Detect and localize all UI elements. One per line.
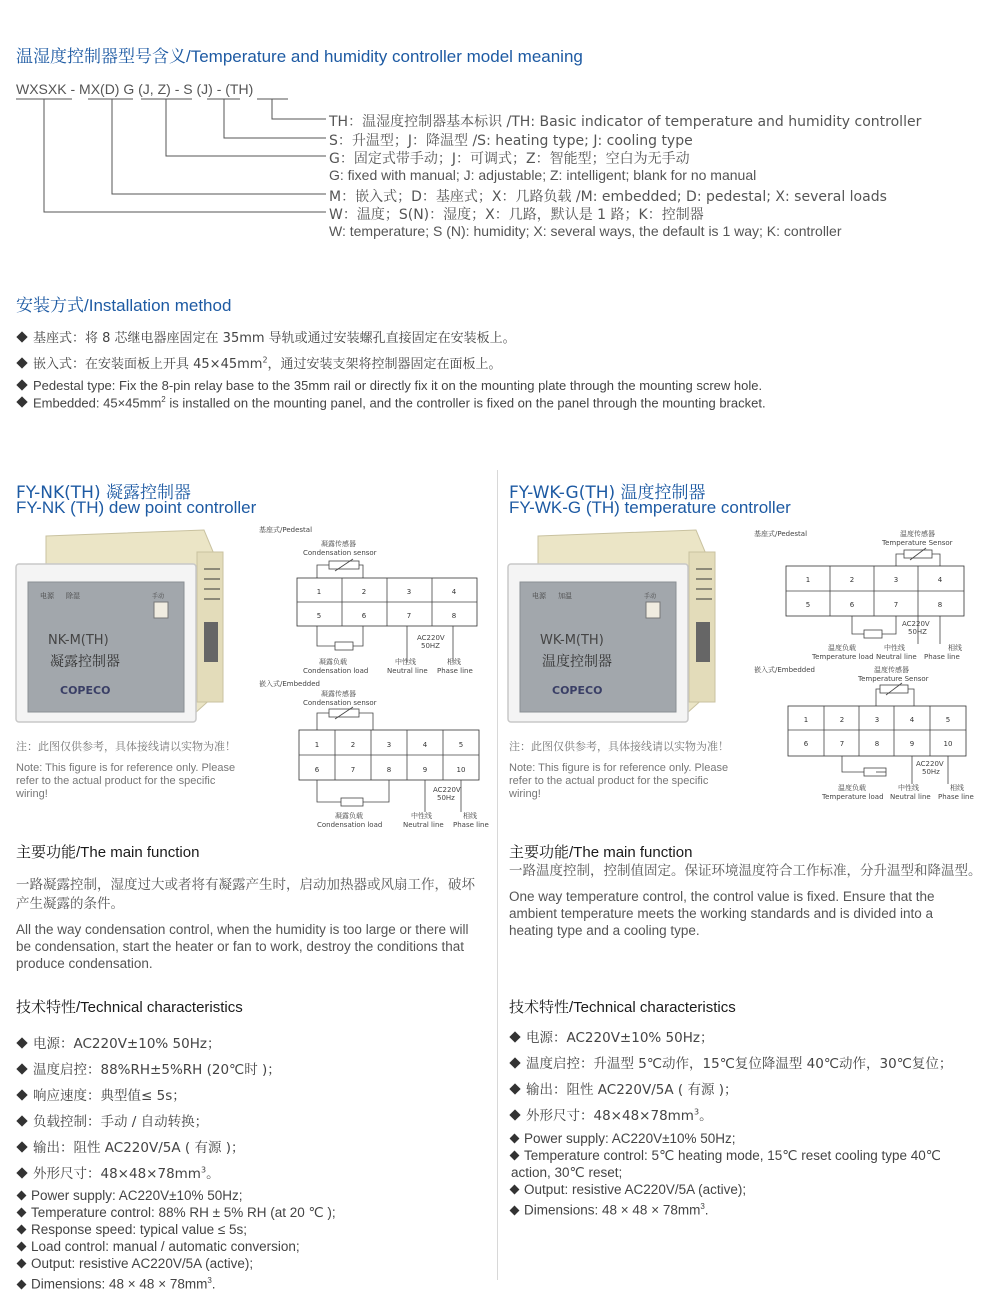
left-emb-t1: 1 <box>314 741 320 749</box>
left-phase-cn: 相线 <box>447 658 461 666</box>
right-tech-en-1 <box>511 1130 981 1147</box>
left-neutral-en: Neutral line <box>387 667 428 675</box>
left-title-1: FY-NK(TH) 凝露控制器 <box>16 483 191 503</box>
install-cn-1-text: 基座式：将 8 芯继电器座固定在 35mm 导轨或通过安装螺孔直接固定在安装板上。 <box>33 331 516 346</box>
right-panel-power: 电源 <box>532 592 546 600</box>
left-tech-cn-2 <box>18 1058 281 1078</box>
code-part-dash-2: - <box>174 81 180 97</box>
diamond-bullet-icon <box>17 1242 27 1252</box>
right-note-en: Note: This figure is for reference only. Please refer to the actual product for the specific wiring! <box>509 762 729 800</box>
model-line-g-cn: G：固定式带手动；J：可调式；Z：智能型；空白为无手动 <box>329 151 690 167</box>
left-panel-manual: 手动 <box>152 593 165 600</box>
right-panel-manual: 手动 <box>644 593 657 600</box>
left-tech-heading-en: /Technical characteristics <box>76 999 243 1016</box>
right-tech-en-3-text: Output: resistive AC220V/5A (active); <box>524 1182 747 1197</box>
install-en-1 <box>18 378 762 393</box>
left-emb-neutral-en: Neutral line <box>403 821 444 829</box>
left-title-2: FY-NK (TH) dew point controller <box>16 498 257 517</box>
right-ped-t6: 6 <box>849 601 855 609</box>
diamond-bullet-icon <box>17 1279 27 1289</box>
left-tech-en-2 <box>18 1204 488 1221</box>
diamond-bullet-icon <box>17 1208 27 1218</box>
right-tech-cn-4-sup: 3 <box>693 1107 700 1117</box>
diamond-bullet-icon <box>16 331 27 342</box>
left-neutral-cn: 中性线 <box>395 658 416 666</box>
right-ac-label-2: 50HZ <box>908 628 927 636</box>
right-emb-t6: 6 <box>803 740 809 748</box>
right-ped-t8: 8 <box>937 601 943 609</box>
left-tech-en-1-text: Power supply: AC220V±10% 50Hz; <box>31 1188 243 1203</box>
left-tech-en-6-post: . <box>211 1276 216 1292</box>
left-emb-phase-cn: 相线 <box>463 812 477 820</box>
left-ped-t5: 5 <box>316 612 322 620</box>
diamond-bullet-icon <box>16 1141 27 1152</box>
left-tech-cn-6-text: 外形尺寸：48×48×78mm <box>33 1166 201 1182</box>
right-product-image <box>506 524 738 724</box>
left-emb-t3: 3 <box>386 741 392 749</box>
left-load-cn: 凝露负载 <box>319 658 347 666</box>
right-emb-neutral-cn: 中性线 <box>898 784 919 792</box>
left-tech-en-3 <box>18 1221 488 1238</box>
install-en-2 <box>18 395 766 410</box>
left-emb-t6: 6 <box>314 766 320 774</box>
left-manual-button <box>154 602 168 618</box>
diamond-bullet-icon <box>510 1151 520 1161</box>
right-tech-en-2-text: Temperature control: 5℃ heating mode, 15℃ reset cooling type 40℃ action, 30℃ reset; <box>511 1148 941 1180</box>
code-part-wxsxk: WXSXK <box>16 81 67 97</box>
diamond-bullet-icon <box>16 397 27 408</box>
left-emb-t7: 7 <box>350 766 356 774</box>
right-emb-t8: 8 <box>874 740 880 748</box>
model-line-w-en: W: temperature; S (N): humidity; X: several ways, the default is 1 way; K: controller <box>329 223 842 239</box>
right-load-cn: 温度负载 <box>828 644 856 652</box>
model-line-w-cn: W：温度；S(N)：湿度；X：几路，默认是 1 路；K：控制器 <box>329 207 704 223</box>
code-part-dash-1: - <box>70 81 76 97</box>
right-neutral-en: Neutral line <box>876 653 917 661</box>
diamond-bullet-icon <box>509 1083 520 1094</box>
right-emb-phase-en: Phase line <box>938 793 974 801</box>
model-line-g-en: G: fixed with manual; J: adjustable; Z: intelligent; blank for no manual <box>329 167 757 183</box>
right-tech-cn-2-text: 温度启控：升温型 5℃动作，15℃复位降温型 40℃动作，30℃复位； <box>526 1056 953 1072</box>
right-emb-t3: 3 <box>874 716 880 724</box>
right-phase-en: Phase line <box>924 653 960 661</box>
left-main-heading <box>16 841 199 862</box>
install-en-1-text: Pedestal type: Fix the 8-pin relay base to the 35mm rail or directly fix it on the mounting plate through the mounting screw hole. <box>33 378 763 393</box>
install-cn-2-text: 嵌入式：在安装面板上开具 45×45mm <box>33 357 263 372</box>
right-tech-en-1-text: Power supply: AC220V±10% 50Hz; <box>524 1131 736 1146</box>
code-part-dash-3: - <box>216 81 222 97</box>
install-cn-2-post: ，通过安装支架将控制器固定在面板上。 <box>267 357 502 372</box>
right-emb-load-cn: 温度负载 <box>838 784 866 792</box>
right-tech-cn-1 <box>511 1026 713 1046</box>
installation-heading-en: /Installation method <box>84 296 232 315</box>
right-embedded-label: 嵌入式/Embedded <box>754 666 815 674</box>
left-tech-cn-1-text: 电源：AC220V±10% 50Hz； <box>33 1036 221 1052</box>
right-phase-cn: 相线 <box>948 644 962 652</box>
left-panel-mode: 除湿 <box>66 592 80 600</box>
installation-heading-cn: 安装方式 <box>16 296 84 316</box>
column-divider <box>497 470 498 1280</box>
left-ped-t8: 8 <box>451 612 457 620</box>
left-tech-cn-6-sup: 3 <box>200 1165 207 1175</box>
code-part-mxd: MX(D) <box>79 81 120 97</box>
right-emb-t9: 9 <box>909 740 915 748</box>
left-ac2-label-2: 50Hz <box>437 794 455 802</box>
code-part-gjz: G (J, Z) <box>123 81 171 97</box>
right-tech-en-2 <box>511 1147 981 1181</box>
right-tech-en-4-sup: 3 <box>700 1202 705 1211</box>
right-emb-load-en: Temperature load <box>822 793 884 801</box>
left-ped-t7: 7 <box>406 612 412 620</box>
model-heading-en: /Temperature and humidity controller model meaning <box>186 47 583 66</box>
left-note-cn: 注：此图仅供参考，具体接线请以实物为准！ <box>16 740 236 753</box>
left-tech-cn-5 <box>18 1136 245 1156</box>
right-neutral-cn: 中性线 <box>884 644 905 652</box>
left-ac2-label-1: AC220V <box>433 786 461 794</box>
left-emb-t4: 4 <box>422 741 428 749</box>
left-product-image <box>14 524 246 724</box>
right-title-2: FY-WK-G (TH) temperature controller <box>509 498 791 517</box>
left-ped-t4: 4 <box>451 588 457 596</box>
right-emb-t4: 4 <box>909 716 915 724</box>
right-tech-heading <box>509 996 736 1017</box>
left-main-heading-cn: 主要功能 <box>16 843 77 861</box>
left-panel-model: NK-M(TH) <box>48 633 109 648</box>
left-ac-label-1: AC220V <box>417 634 445 642</box>
diamond-bullet-icon <box>17 1225 27 1235</box>
install-cn-2 <box>18 353 502 372</box>
right-ac2-label-2: 50Hz <box>922 768 940 776</box>
diamond-bullet-icon <box>16 1063 27 1074</box>
left-tech-cn-6 <box>18 1162 220 1182</box>
right-main-cn: 一路温度控制，控制值固定。保证环境温度符合工作标准，分升温型和降温型。 <box>509 863 982 879</box>
diamond-bullet-icon <box>509 1031 520 1042</box>
right-panel-mode: 加温 <box>558 592 572 600</box>
right-ped-t1: 1 <box>805 576 811 584</box>
right-tech-heading-en: /Technical characteristics <box>569 999 736 1016</box>
right-sensor-cn: 温度传感器 <box>900 530 935 538</box>
left-tech-cn-3 <box>18 1084 186 1104</box>
right-main-heading-en: /The main function <box>569 844 693 861</box>
right-tech-cn-3 <box>511 1078 738 1098</box>
left-tech-cn-5-text: 输出：阻性 AC220V/5A ( 有源 )； <box>33 1140 245 1156</box>
right-panel-brand: COPECO <box>552 684 603 697</box>
left-ped-t3: 3 <box>406 588 412 596</box>
left-tech-en-3-text: Response speed: typical value ≤ 5s; <box>31 1222 248 1237</box>
right-tech-cn-4-post: 。 <box>699 1108 713 1124</box>
left-emb-sensor-cn: 凝露传感器 <box>321 690 356 698</box>
right-main-en: One way temperature control, the control value is fixed. Ensure that the ambient temperature meets the working standards and is divided into a heating type and a cooling type. <box>509 889 935 938</box>
right-tech-cn-4 <box>511 1104 713 1124</box>
left-emb-t9: 9 <box>422 766 428 774</box>
right-emb-neutral-en: Neutral line <box>890 793 931 801</box>
right-manual-button <box>646 602 660 618</box>
install-en-2-text: Embedded: 45×45mm <box>33 395 162 411</box>
left-main-en: All the way condensation control, when the humidity is too large or there will be condensation, start the heater or fan to work, destroy the conditions that produce condensation. <box>16 922 469 971</box>
left-emb-load-en: Condensation load <box>317 821 383 829</box>
left-emb-t10: 10 <box>456 766 466 774</box>
left-tech-en-list <box>18 1187 488 1293</box>
diamond-bullet-icon <box>510 1134 520 1144</box>
left-tech-heading <box>16 996 243 1017</box>
left-emb-neutral-cn: 中性线 <box>411 812 432 820</box>
left-embedded-label: 嵌入式/Embedded <box>259 680 320 688</box>
right-main-heading-cn: 主要功能 <box>509 843 570 861</box>
left-emb-t2: 2 <box>350 741 356 749</box>
left-ped-t1: 1 <box>316 588 322 596</box>
right-panel-model: WK-M(TH) <box>540 633 604 648</box>
diamond-bullet-icon <box>16 379 27 390</box>
right-pedestal-label: 基座式/Pedestal <box>754 530 808 538</box>
model-bracket-lines <box>0 0 330 240</box>
left-tech-cn-6-post: 。 <box>206 1166 220 1182</box>
right-title-1: FY-WK-G(TH) 温度控制器 <box>509 483 706 503</box>
right-ped-t4: 4 <box>937 576 943 584</box>
left-tech-cn-2-text: 温度启控：88%RH±5%RH (20℃时 )； <box>33 1062 281 1078</box>
right-note-cn: 注：此图仅供参考，具体接线请以实物为准！ <box>509 740 729 753</box>
diamond-bullet-icon <box>16 1115 27 1126</box>
left-ped-t2: 2 <box>361 588 367 596</box>
left-note-en: Note: This figure is for reference only. Please refer to the actual product for the specific wiring! <box>16 762 236 800</box>
right-emb-t1: 1 <box>803 716 809 724</box>
right-tech-en-4-text: Dimensions: 48 × 48 × 78mm <box>524 1202 701 1218</box>
model-line-s: S：升温型；J：降温型 /S: heating type; J: cooling type <box>329 133 693 149</box>
left-tech-en-4 <box>18 1238 488 1255</box>
right-ped-t2: 2 <box>849 576 855 584</box>
left-wiring-diagram <box>255 522 495 834</box>
diamond-bullet-icon <box>16 357 27 368</box>
left-ped-t6: 6 <box>361 612 367 620</box>
left-pedestal-label: 基座式/Pedestal <box>259 526 313 534</box>
right-emb-sensor-cn: 温度传感器 <box>874 666 909 674</box>
right-ac2-label-1: AC220V <box>916 760 944 768</box>
install-en-2-sup: 2 <box>161 395 166 404</box>
left-emb-t8: 8 <box>386 766 392 774</box>
diamond-bullet-icon <box>16 1167 27 1178</box>
right-tech-cn-4-text: 外形尺寸：48×48×78mm <box>526 1108 694 1124</box>
left-tech-cn-3-text: 响应速度：典型值≤ 5s； <box>33 1088 186 1104</box>
model-line-m: M：嵌入式；D：基座式；X：几路负载 /M: embedded; D: pedestal; X: several loads <box>329 189 887 205</box>
left-emb-t5: 5 <box>458 741 464 749</box>
right-embedded-block <box>788 706 966 756</box>
left-tech-en-6-text: Dimensions: 48 × 48 × 78mm <box>31 1276 208 1292</box>
left-tech-heading-cn: 技术特性 <box>16 998 77 1016</box>
right-panel-name: 温度控制器 <box>542 654 612 670</box>
code-part-th: (TH) <box>225 81 254 97</box>
left-panel-power: 电源 <box>40 592 54 600</box>
left-emb-load-cn: 凝露负载 <box>335 812 363 820</box>
left-tech-en-4-text: Load control: manual / automatic conversion; <box>31 1239 300 1254</box>
right-tech-heading-cn: 技术特性 <box>509 998 570 1016</box>
right-emb-t2: 2 <box>839 716 845 724</box>
right-load-en: Temperature load <box>812 653 874 661</box>
right-sensor-en: Temperature Sensor <box>882 539 953 547</box>
left-phase-en: Phase line <box>437 667 473 675</box>
installation-heading <box>16 291 231 316</box>
right-tech-cn-1-text: 电源：AC220V±10% 50Hz； <box>526 1030 714 1046</box>
left-sensor-cn: 凝露传感器 <box>321 540 356 548</box>
left-panel-brand: COPECO <box>60 684 111 697</box>
right-wiring-diagram <box>752 522 992 812</box>
left-tech-cn-4 <box>18 1110 208 1130</box>
right-tech-en-4-post: . <box>704 1202 709 1218</box>
right-emb-phase-cn: 相线 <box>950 784 964 792</box>
model-heading-cn: 温湿度控制器型号含义 <box>16 47 186 67</box>
diamond-bullet-icon <box>509 1057 520 1068</box>
left-tech-en-6 <box>18 1272 488 1293</box>
diamond-bullet-icon <box>16 1037 27 1048</box>
left-sensor-en: Condensation sensor <box>303 549 377 557</box>
right-tech-cn-2 <box>511 1052 952 1072</box>
left-panel-name: 凝露控制器 <box>50 654 120 670</box>
diamond-bullet-icon <box>510 1185 520 1195</box>
left-emb-sensor-en: Condensation sensor <box>303 699 377 707</box>
left-main-cn: 一路凝露控制，湿度过大或者将有凝露产生时，启动加热器或风扇工作，破坏产生凝露的条件。 <box>16 877 475 912</box>
code-part-sj: S (J) <box>183 81 213 97</box>
diamond-bullet-icon <box>510 1205 520 1215</box>
right-emb-t10: 10 <box>943 740 953 748</box>
right-tech-cn-3-text: 输出：阻性 AC220V/5A ( 有源 )； <box>526 1082 738 1098</box>
left-tech-en-1 <box>18 1187 488 1204</box>
install-cn-2-sup: 2 <box>262 355 268 365</box>
right-ac-label-1: AC220V <box>902 620 930 628</box>
install-en-2-post: is installed on the mounting panel, and the controller is fixed on the panel through the mounting bracket. <box>165 395 766 411</box>
right-tech-en-4 <box>511 1198 981 1219</box>
left-ac-label-2: 50HZ <box>421 642 440 650</box>
left-tech-en-5-text: Output: resistive AC220V/5A (active); <box>31 1256 254 1271</box>
left-tech-cn-4-text: 负载控制：手动 / 自动转换； <box>33 1114 209 1130</box>
left-main-heading-en: /The main function <box>76 844 200 861</box>
diamond-bullet-icon <box>16 1089 27 1100</box>
left-tech-en-2-text: Temperature control: 88% RH ± 5% RH (at 20 ℃ ); <box>31 1205 336 1220</box>
model-line-th: TH：温湿度控制器基本标识 /TH: Basic indicator of temperature and humidity controller <box>329 114 922 130</box>
diamond-bullet-icon <box>17 1259 27 1269</box>
right-ped-t5: 5 <box>805 601 811 609</box>
left-tech-en-5 <box>18 1255 488 1272</box>
install-cn-1 <box>18 327 516 346</box>
right-ped-t7: 7 <box>893 601 899 609</box>
diamond-bullet-icon <box>17 1191 27 1201</box>
left-load-en: Condensation load <box>303 667 369 675</box>
left-tech-en-6-sup: 3 <box>207 1276 212 1285</box>
right-tech-en-3 <box>511 1181 981 1198</box>
right-main-heading <box>509 841 692 862</box>
diamond-bullet-icon <box>509 1109 520 1120</box>
left-tech-cn-1 <box>18 1032 220 1052</box>
right-tech-en-list <box>511 1130 981 1219</box>
left-emb-phase-en: Phase line <box>453 821 489 829</box>
right-emb-t7: 7 <box>839 740 845 748</box>
right-emb-t5: 5 <box>945 716 951 724</box>
right-emb-sensor-en: Temperature Sensor <box>858 675 929 683</box>
right-ped-t3: 3 <box>893 576 899 584</box>
